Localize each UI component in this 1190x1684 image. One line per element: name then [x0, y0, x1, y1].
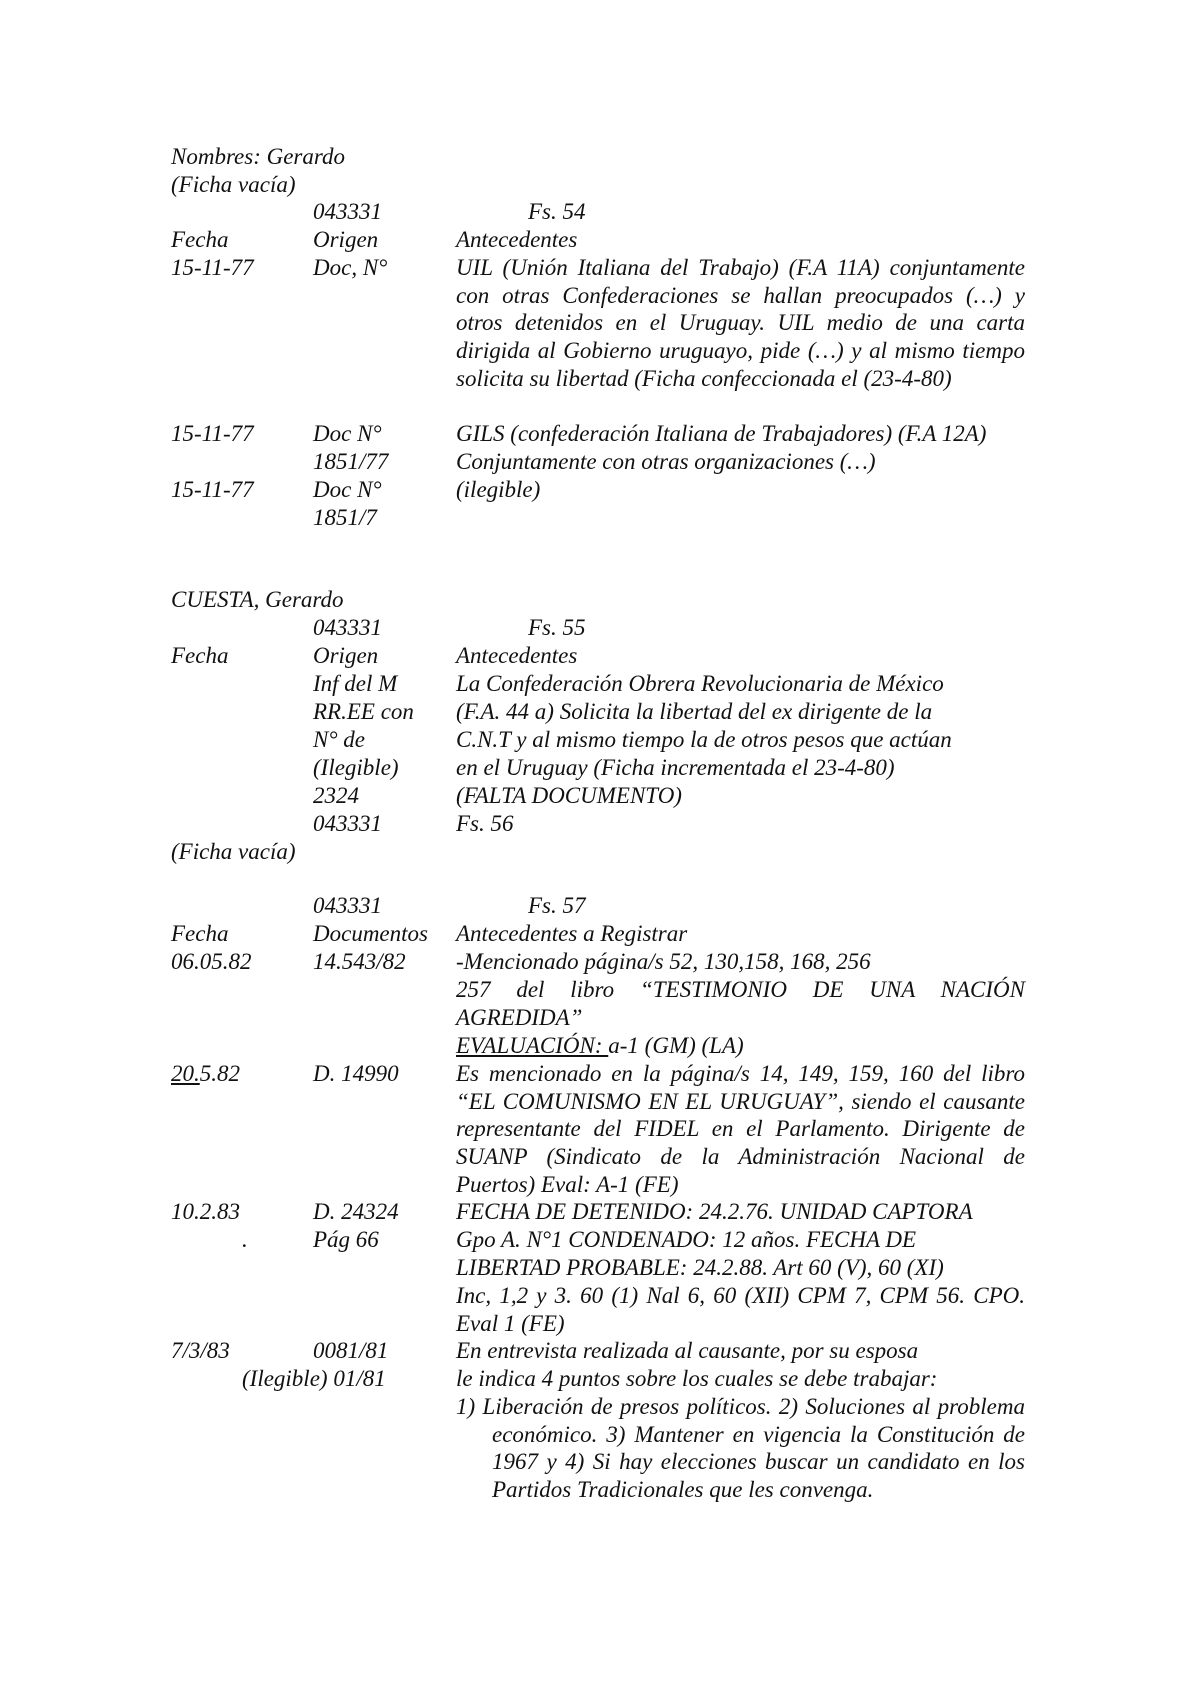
- file-number: 043331: [313, 811, 382, 836]
- header-antecedentes: Antecedentes: [456, 227, 578, 252]
- entry-date-rest: 5.82: [199, 1061, 240, 1086]
- entry-text: 257 del libro “TESTIMONIO DE UNA NACIÓN AGREDIDA”: [456, 977, 1025, 1030]
- header-fecha: Fecha: [171, 643, 229, 668]
- entry-text-line: le indica 4 puntos sobre los cuales se debe trabajar:: [456, 1366, 938, 1391]
- header-fecha: Fecha: [171, 921, 229, 946]
- entry-text-line: La Confederación Obrera Revolucionaria de México: [456, 671, 944, 696]
- folio-number: Fs. 57: [528, 893, 586, 918]
- file-number: 043331: [313, 199, 382, 224]
- entry-document: 0081/81: [313, 1338, 389, 1363]
- entry-text: UIL (Unión Italiana del Trabajo) (F.A 11A) conjuntamente con otras Confederaciones se hallan preocupados (…) y otros detenidos en el Uruguay. UIL medio de una carta dirigida al Gobierno uruguayo, pide (…) y al mismo tiempo solicita su libertad (Ficha confeccionada el (23-4-80): [456, 255, 1025, 391]
- entry-origin: Doc, N°: [313, 255, 388, 280]
- file-number: 043331: [313, 615, 382, 640]
- entry-document: D. 24324: [313, 1199, 399, 1224]
- header-antecedentes: Antecedentes: [456, 643, 578, 668]
- header-fecha: Fecha: [171, 227, 229, 252]
- entry-origin: Doc N°: [313, 477, 382, 502]
- entry-text: Es mencionado en la página/s 14, 149, 159, 160 del libro “EL COMUNISMO EN EL URUGUAY”, siendo el causante representante del FIDEL en el Parlamento. Dirigente de SUANP (Sindicato de la Administración Nacional de Puertos) Eval: A-1 (FE): [456, 1061, 1025, 1197]
- entry-text-line: En entrevista realizada al causante, por su esposa: [456, 1338, 919, 1363]
- entry-text-line: Gpo A. N°1 CONDENADO: 12 años. FECHA DE: [456, 1227, 917, 1252]
- entry-origin: 1851/7: [313, 505, 377, 530]
- evaluation-label: EVALUACIÓN:: [456, 1033, 609, 1058]
- entry-date: 15-11-77: [171, 255, 254, 280]
- entry-origin: (Ilegible): [313, 755, 399, 780]
- header-origen: Origen: [313, 643, 379, 668]
- entry-origin: N° de: [313, 727, 365, 752]
- entry-text-line: -Mencionado página/s 52, 130,158, 168, 256: [456, 949, 871, 974]
- person-name: CUESTA, Gerardo: [171, 587, 344, 612]
- entry-document: (Ilegible) 01/81: [242, 1366, 386, 1391]
- entry-date: 10.2.83: [171, 1199, 240, 1224]
- entry-date: 15-11-77: [171, 421, 254, 446]
- entry-text-line: (F.A. 44 a) Solicita la libertad del ex dirigente de la: [456, 699, 933, 724]
- numbered-list: 1) Liberación de presos políticos. 2) Soluciones al problema económico. 3) Mantener en vigencia la Constitución de 1967 y 4) Si hay elecciones buscar un candidato en los Partidos Tradicionales que les convenga.: [456, 1394, 1025, 1503]
- entry-text-line: (FALTA DOCUMENTO): [456, 783, 682, 808]
- entry-text-line: LIBERTAD PROBABLE: 24.2.88. Art 60 (V), 60 (XI): [456, 1255, 944, 1280]
- ficha-vacia-note: (Ficha vacía): [171, 839, 296, 864]
- entry-text: (ilegible): [456, 477, 541, 502]
- entry-text-line: C.N.T y al mismo tiempo la de otros pesos que actúan: [456, 727, 952, 752]
- folio-number: Fs. 54: [528, 199, 586, 224]
- folio-number: Fs. 56: [456, 811, 514, 836]
- entry-document: 14.543/82: [313, 949, 406, 974]
- entry-text: Inc, 1,2 y 3. 60 (1) Nal 6, 60 (XII) CPM 7, CPM 56. CPO. Eval 1 (FE): [456, 1283, 1025, 1336]
- nombres-line: Nombres: Gerardo: [171, 144, 345, 169]
- entry-origin: RR.EE con: [313, 699, 414, 724]
- entry-origin: 2324: [313, 783, 359, 808]
- entry-date: 06.05.82: [171, 949, 252, 974]
- header-antecedentes: Antecedentes a Registrar: [456, 921, 688, 946]
- entry-text-line: FECHA DE DETENIDO: 24.2.76. UNIDAD CAPTORA: [456, 1199, 973, 1224]
- entry-text-line: GILS (confederación Italiana de Trabajadores) (F.A 12A): [456, 421, 987, 446]
- entry-date: [171, 1060, 240, 1088]
- entry-origin: Doc N°: [313, 421, 382, 446]
- header-origen: Origen: [313, 227, 379, 252]
- entry-date: 7/3/83: [171, 1338, 230, 1363]
- file-number: 043331: [313, 893, 382, 918]
- entry-document: Pág 66: [313, 1227, 379, 1252]
- evaluation-line: [456, 1032, 744, 1060]
- header-documentos: Documentos: [313, 921, 428, 946]
- entry-text-line: Conjuntamente con otras organizaciones (…): [456, 449, 876, 474]
- entry-origin: 1851/77: [313, 449, 389, 474]
- entry-document: D. 14990: [313, 1061, 399, 1086]
- entry-date-underlined: 20.: [171, 1061, 200, 1086]
- ficha-vacia-note: (Ficha vacía): [171, 172, 296, 197]
- folio-number: Fs. 55: [528, 615, 586, 640]
- entry-date: 15-11-77: [171, 477, 254, 502]
- stray-dot: .: [242, 1227, 248, 1252]
- evaluation-value: a-1 (GM) (LA): [608, 1033, 744, 1058]
- entry-text-line: en el Uruguay (Ficha incrementada el 23-4-80): [456, 755, 895, 780]
- entry-origin: Inf del M: [313, 671, 398, 696]
